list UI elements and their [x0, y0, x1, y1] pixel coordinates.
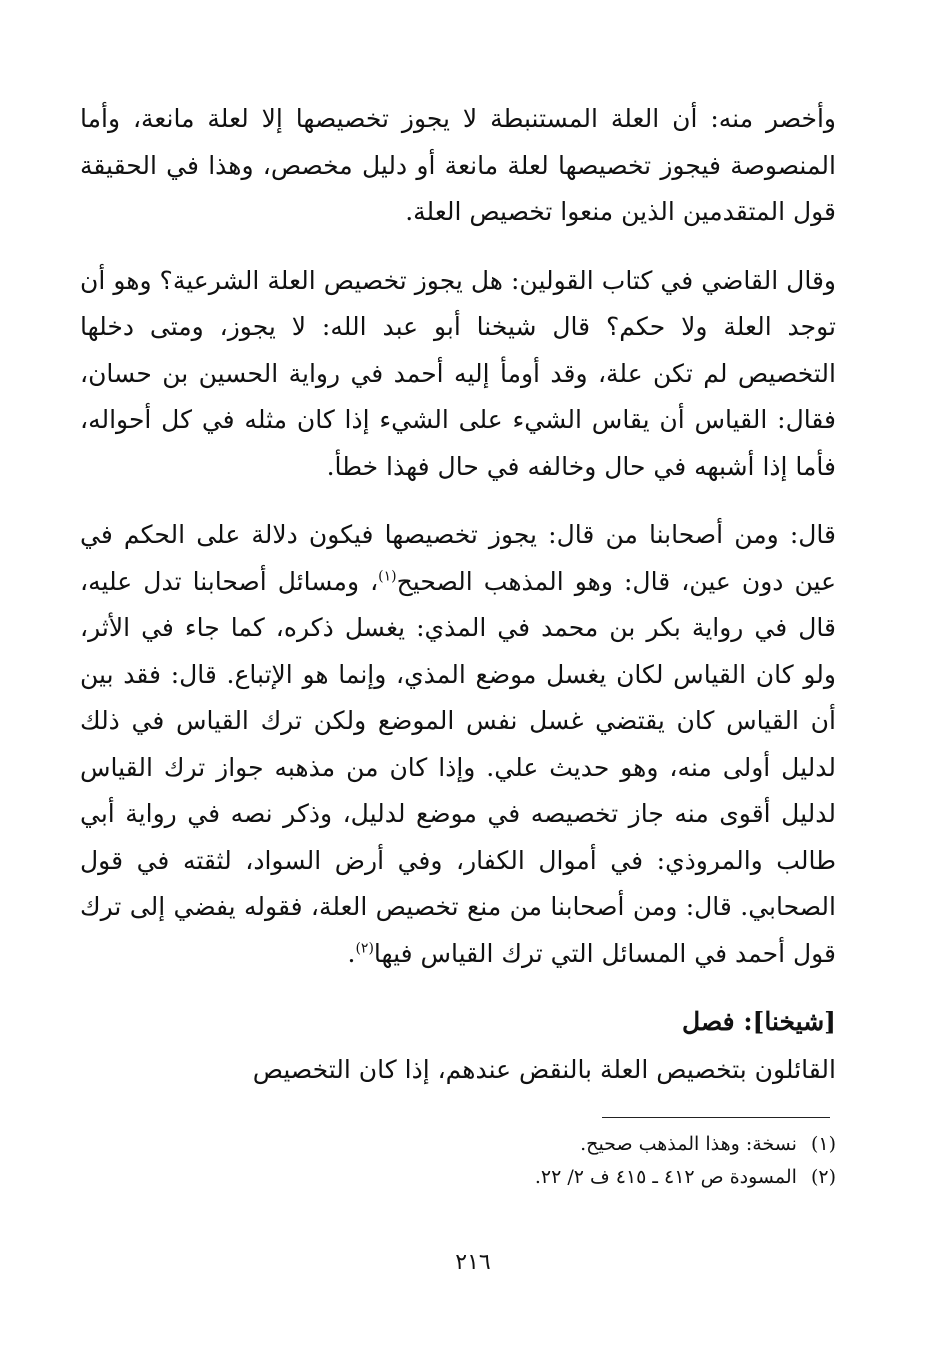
footnote-1-number: (١) — [810, 1133, 836, 1155]
footnotes — [80, 1128, 836, 1194]
footnote-2-number: (٢) — [810, 1166, 836, 1188]
footnote-divider — [602, 1117, 830, 1118]
paragraph-3-text-b: ، ومسائل أصحابنا تدل عليه، قال في رواية بكر بن محمد في المذي: يغسل ذكره، كما جاء في الأثر، ولو كان القياس لكان يغسل موضع المذي، وإنما هو الإتباع. قال: فقد بين أن القياس كان يقتضي غسل نفس الموضع ولكن ترك القياس في ذلك لدليل أولى منه، وهو حديث علي. وإذا كان من مذهبه جواز ترك القياس لدليل أقوى منه جاز تخصيصه في موضع لدليل، وذكر نصه في رواية أبي طالب والمروذي: في أموال الكفار، وفي أرض السواد، لثقته في قول الصحابي. قال: ومن أصحابنا من منع تخصيص العلة، فقوله يفضي إلى ترك قول أحمد في المسائل التي ترك القياس فيها — [80, 566, 836, 968]
footnote-ref-2: (٢) — [355, 940, 374, 957]
paragraph-1: وأخصر منه: أن العلة المستنبطة لا يجوز تخصيصها إلا لعلة مانعة، وأما المنصوصة فيجوز تخصيصها لعلة مانعة أو دليل مخصص، وهذا في الحقيقة قول المتقدمين الذين منعوا تخصيص العلة. — [80, 104, 836, 226]
page-number: ٢١٦ — [455, 1250, 491, 1275]
section-heading-title: فصل — [682, 1007, 735, 1036]
section-heading — [80, 999, 836, 1045]
paragraph-3-text-a: قال: ومن أصحابنا من قال: يجوز تخصيصها فيكون دلالة على الحكم في عين دون عين، قال: وهو المذهب الصحيح — [80, 520, 836, 596]
footnote-1 — [80, 1128, 836, 1161]
footnote-2-text: المسودة ص ٤١٢ ـ ٤١٥ ف ٢/ ٢٢. — [534, 1166, 797, 1188]
section-heading-prefix: [شيخنا]: — [743, 1007, 836, 1036]
paragraph-4: القائلون بتخصيص العلة بالنقض عندهم، إذا كان التخصيص — [252, 1055, 836, 1084]
footnote-1-text: نسخة: وهذا المذهب صحيح. — [580, 1133, 797, 1155]
page-body — [80, 96, 836, 1116]
paragraph-3-text-c: . — [347, 938, 356, 968]
paragraph-3 — [80, 512, 836, 977]
footnote-ref-1: (١) — [378, 568, 397, 585]
paragraph-2: وقال القاضي في كتاب القولين: هل يجوز تخصيص العلة الشرعية؟ وهو أن توجد العلة ولا حكم؟ قال شيخنا أبو عبد الله: لا يجوز، ومتى دخلها التخصيص لم تكن علة، وقد أومأ إليه أحمد في رواية الحسين بن حسان، فقال: القياس أن يقاس الشيء على الشيء إذا كان مثله في كل أحواله، فأما إذا أشبهه في حال وخالفه في حال فهذا خطأ. — [80, 265, 836, 481]
footnote-2 — [80, 1161, 836, 1194]
